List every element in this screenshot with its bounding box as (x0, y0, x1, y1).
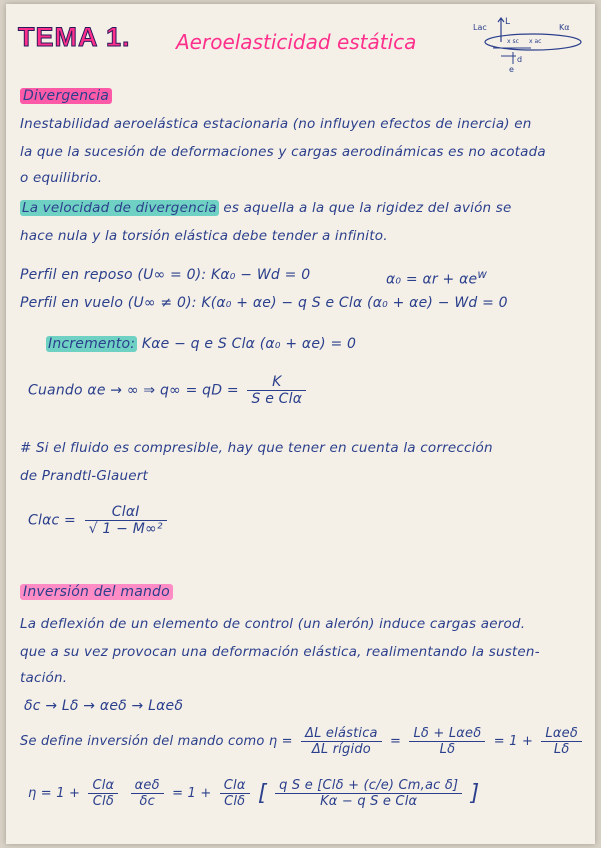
page-title: Aeroelasticidad estática (176, 30, 417, 54)
equation-eta-expanded: η = 1 + $\frac{\text{Clα}}{\text{Clδ}}$ $\frac{\text{αeδ}}{\delta c}$ = 1 + $\frac{\text{Clα}}{\text{Clδ}}$ [ $\frac{\text{q S e [Clδ + (c/e) Cm,ac δ]}}{\text{Kα − q S e Clα}}$ ] (28, 778, 480, 809)
divergencia-p2-line1: La velocidad de divergencia es aquella a la que la rigidez del avión se (22, 200, 512, 216)
inversion-p1-line2: que a su vez provocan una deformación elástica, realimentando la susten- (20, 644, 540, 660)
sketch-lac-label: Lac (473, 23, 487, 32)
notebook-page (6, 4, 595, 844)
sketch-xsc-label: x sc (507, 38, 519, 45)
divergencia-p1-line1: Inestabilidad aeroelástica estacionaria (no influyen efectos de inercia) en (20, 116, 532, 132)
divergencia-p2-line2: hace nula y la torsión elástica debe tender a infinito. (20, 228, 388, 244)
equation-eta-definition: Se define inversión del mando como η = $\frac{\text{ΔL elástica}}{\text{ΔL rígido}}$ = $\frac{\text{Lδ + Lαeδ}}{L\delta}$ = 1 + $\frac{\text{Lαeδ}}{L\delta}$ (20, 726, 586, 757)
equation-perfil-vuelo: Perfil en vuelo (U∞ ≠ 0): K(α₀ + αe) − q S e Clα (α₀ + αe) − Wd = 0 (20, 295, 508, 311)
section-heading-divergencia: Divergencia (20, 88, 112, 104)
inversion-p1-line1: La deflexión de un elemento de control (un alerón) induce cargas aerod. (20, 616, 526, 632)
equation-cuando-qd: Cuando αe → ∞ ⇒ q∞ = qD = $\frac{K}{\text{S e Clα}}$ (28, 374, 310, 407)
airfoil-sketch (471, 12, 586, 74)
equation-chain: δc → Lδ → αeδ → Lαeδ (24, 698, 184, 714)
equation-incremento: Incremento: Kαe − q e S Clα (α₀ + αe) = 0 (48, 336, 357, 352)
sketch-lift-label: L (505, 17, 511, 27)
section-heading-inversion: Inversión del mando (20, 584, 173, 600)
sketch-e-label: e (509, 65, 514, 74)
sketch-kalpha-label: Kα (559, 23, 570, 32)
note-compresible-line2: de Prandtl-Glauert (20, 468, 148, 484)
velocidad-divergencia-highlight: La velocidad de divergencia (22, 200, 217, 216)
equation-alpha0: $\alpha_0 = \alpha r + \alpha e^w$ (386, 267, 488, 288)
sketch-xac-label: x ac (529, 38, 542, 45)
divergencia-p1-line3: o equilibrio. (20, 170, 103, 186)
divergencia-p1-line2: la que la sucesión de deformaciones y cargas aerodinámicas es no acotada (20, 144, 546, 160)
inversion-p1-line3: tación. (20, 670, 68, 686)
note-compresible-line1: # Si el fluido es compresible, hay que tener en cuenta la corrección (20, 440, 493, 456)
sketch-d-label: d (517, 55, 523, 64)
equation-prandtl-glauert: Clαc = $\frac{\text{ClαI}}{\text{√ 1 − M∞²}}$ (28, 504, 171, 537)
tema-label: TEMA 1. (18, 22, 131, 52)
equation-perfil-reposo: Perfil en reposo (U∞ = 0): Kα₀ − Wd = 0 (20, 267, 311, 283)
